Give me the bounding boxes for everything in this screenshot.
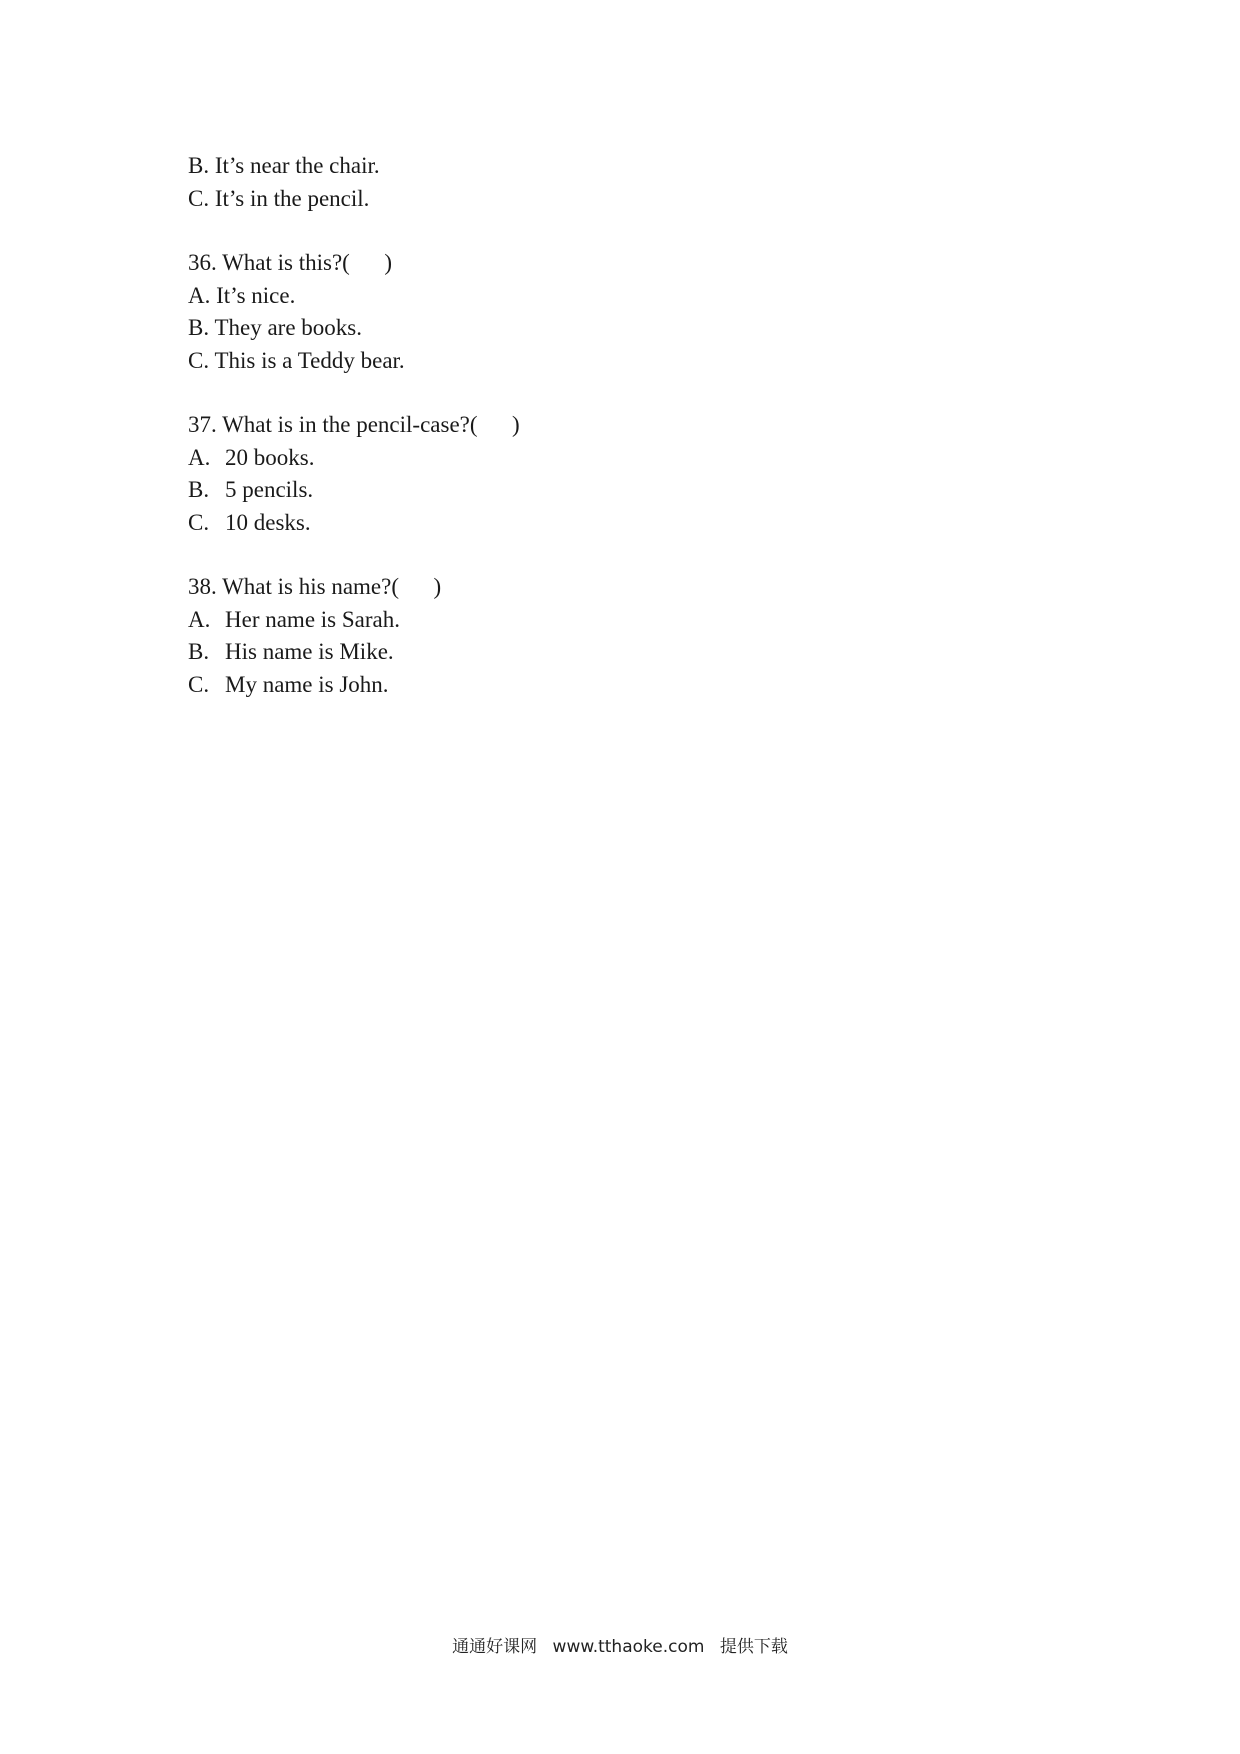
option-letter: C. bbox=[188, 185, 210, 211]
question-36 bbox=[188, 247, 1088, 377]
option-line bbox=[188, 474, 1088, 507]
option-letter: A. bbox=[188, 606, 211, 632]
question-38 bbox=[188, 571, 1088, 701]
option-text: It’s near the chair. bbox=[214, 153, 380, 178]
option-text: It’s in the pencil. bbox=[214, 185, 370, 211]
footer-url: www.tthaoke.com bbox=[552, 1637, 705, 1657]
option-text: His name is Mike. bbox=[225, 639, 394, 664]
option-line bbox=[188, 442, 1088, 475]
exam-content bbox=[188, 150, 1088, 733]
option-letter: B. bbox=[188, 153, 210, 178]
option-line bbox=[188, 636, 1088, 669]
page-footer bbox=[0, 1632, 1240, 1657]
option-letter: C. bbox=[188, 509, 210, 535]
option-text: It’s nice. bbox=[216, 282, 296, 308]
question-stem: 36. What is this?( ) bbox=[188, 250, 392, 275]
footer-suffix: 提供下载 bbox=[719, 1637, 788, 1657]
option-line bbox=[188, 183, 1088, 216]
option-line bbox=[188, 312, 1088, 345]
option-letter: B. bbox=[188, 315, 210, 340]
option-line bbox=[188, 507, 1088, 540]
option-letter: C. bbox=[188, 347, 210, 373]
question-37 bbox=[188, 409, 1088, 539]
option-text: 20 books. bbox=[225, 444, 315, 470]
option-letter: A. bbox=[188, 282, 211, 308]
option-text: This is a Teddy bear. bbox=[214, 347, 405, 373]
option-line bbox=[188, 345, 1088, 378]
option-text: 10 desks. bbox=[225, 509, 311, 535]
option-line bbox=[188, 150, 1088, 183]
option-letter: C. bbox=[188, 671, 210, 697]
footer-site-name: 通通好课网 bbox=[452, 1637, 538, 1657]
option-letter: B. bbox=[188, 477, 210, 502]
option-text: Her name is Sarah. bbox=[225, 606, 400, 632]
option-line bbox=[188, 669, 1088, 702]
question-stem: 38. What is his name?( ) bbox=[188, 574, 442, 599]
option-text: My name is John. bbox=[225, 671, 389, 697]
option-line bbox=[188, 280, 1088, 313]
option-text: They are books. bbox=[214, 315, 362, 340]
question-fragment bbox=[188, 150, 1088, 215]
option-letter: A. bbox=[188, 444, 211, 470]
option-letter: B. bbox=[188, 639, 210, 664]
option-text: 5 pencils. bbox=[225, 477, 314, 502]
option-line bbox=[188, 604, 1088, 637]
question-stem: 37. What is in the pencil-case?( ) bbox=[188, 412, 520, 437]
